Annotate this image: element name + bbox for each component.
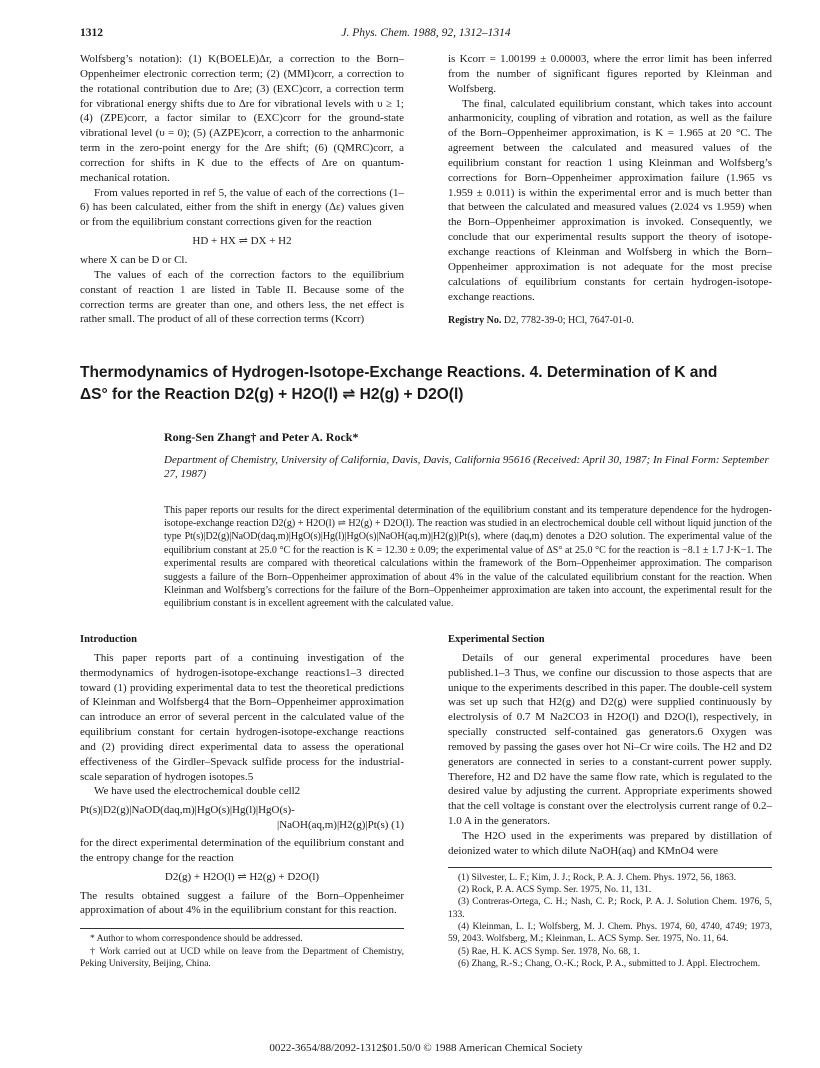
paragraph: The values of each of the correction factors to the equilibrium constant of reaction 1 are listed in Table II. Because some of the correction terms are greater than one, and others less, the net effect is rather small. The product of all of these correction terms (Kcorr) [80,268,404,326]
affiliation: Department of Chemistry, University of California, Davis, Davis, California 95616 (Received: April 30, 1987; In Final Form: September 27, 1987) [164,453,769,481]
registry-text: D2, 7782-39-0; HCl, 7647-01-0. [503,315,634,327]
authors: Rong-Sen Zhang† and Peter A. Rock* [164,429,359,444]
paragraph: The results obtained suggest a failure of the Born–Oppenheimer approximation of about 4% in the equilibrium constant for this reaction. [80,889,404,917]
footnotes [80,928,404,970]
running-head [80,26,772,42]
equation: HD + HX ⇌ DX + H2 [192,235,292,248]
reference-item: (4) Kleinman, L. I.; Wolfsberg, M. J. Chem. Phys. 1974, 60, 4740, 4749; 1973, 59, 2043. Wolfsberg, M.; Kleinman, L. ACS Symp. Ser. 1975, No. 11, 64. [448,922,772,945]
left-column-top [80,52,404,328]
right-column-top [448,52,772,328]
previous-article-continuation [80,52,772,328]
article-body [80,633,772,971]
paragraph: is Kcorr = 1.00199 ± 0.00003, where the error limit has been inferred from the number of significant figures reported by Kleinman and Wolfsberg. [448,53,772,95]
section-heading-introduction: Introduction [80,633,137,645]
paragraph: This paper reports part of a continuing investigation of the thermodynamics of hydrogen-isotope-exchange reactions1–3 directed toward (1) providing experimental data to test the theoretical predictions of Kleinman and Wolfsberg4 that the Born–Oppenheimer approximation can introduce an error of several percent in the calculated value of the equilibrium constant for certain hydrogen-isotope-exchange reactions and (2) providing direct experimental data to assess the operational effectiveness of the Girdler–Spevack sulfide process for the industrial-scale separation of hydrogen isotopes.5 [80,651,404,783]
paragraph: for the direct experimental determination of the equilibrium constant and the entropy change for the reaction [80,836,404,864]
cell-diagram-line: |NaOH(aq,m)|H2(g)|Pt(s) (1) [277,819,404,832]
left-column-body [80,633,404,971]
title-line: ΔS° for the Reaction D2(g) + H2O(l) ⇌ H2(g) + D2O(l) [80,386,464,404]
registry-numbers [448,314,772,328]
copyright-footer: 0022-3654/88/2092-1312$01.50/0 © 1988 American Chemical Society [269,1042,583,1054]
section-heading-experimental: Experimental Section [448,633,545,645]
reference-item: (1) Silvester, L. F.; Kim, J. J.; Rock, P. A. J. Chem. Phys. 1972, 56, 1863. [458,872,737,883]
paragraph: We have used the electrochemical double cell2 [94,785,301,798]
reference-item: (2) Rock, P. A. ACS Symp. Ser. 1975, No. 11, 131. [458,885,652,896]
right-column-body [448,633,772,971]
paragraph: The final, calculated equilibrium constant, which takes into account anharmonicity, coupling of vibration and rotation, as well as the failure of the Born–Oppenheimer approximation, is K = 1.965 at 20 °C. The agreement between the calculated and measured values of the equilibrium constant for reaction 1 using Kleinman and Wolfsberg’s corrections for Born–Oppenheimer approximation failure (1.965 vs 1.959 ± 0.011) is within the experimental error and is much better than that between the calculated and measured values (2.024 vs 1.959) when the Born–Oppenheimer approximation is invoked. Consequently, we conclude that our experimental results support the theory of isotope-exchange reactions of Kleinman and Wolfsberg in which the Born–Oppenheimer approximation is not adequate for the most precise calculations of equilibrium constants for certain hydrogen-isotope-exchange reactions. [448,97,772,303]
reaction-equation: D2(g) + H2O(l) ⇌ H2(g) + D2O(l) [164,870,320,883]
page-number: 1312 [80,27,103,39]
references [448,867,772,971]
paragraph: From values reported in ref 5, the value of each of the corrections (1–6) has been calculated, either from the shift in energy (Δε) values given or from the equilibrium constant corrections given for the reaction [80,186,404,229]
reference-item: (6) Zhang, R.-S.; Chang, O.-K.; Rock, P. A., submitted to J. Appl. Electrochem. [458,959,761,970]
reference-item: (3) Contreras-Ortega, C. H.; Nash, C. P.; Rock, P. A. J. Solution Chem. 1976, 5, 133. [448,897,772,920]
title-line: Thermodynamics of Hydrogen-Isotope-Exchange Reactions. 4. Determination of K and [80,363,718,381]
article-title [80,362,772,407]
journal-reference: J. Phys. Chem. 1988, 92, 1312–1314 [341,27,511,39]
paragraph: where X can be D or Cl. [80,253,188,266]
paragraph: The H2O used in the experiments was prepared by distillation of deionized water to which dilute NaOH(aq) and KMnO4 were [448,829,772,857]
paragraph: Details of our general experimental procedures have been published.1–3 Thus, we confine our discussion to those aspects that are unique to the experiments described in this paper. The double-cell system was set up such that H2(g) and D2(g) were supplied continuously by electrolysis of 0.7 M Na2CO3 in H2O(l) and D2O(l), respectively, in specially constructed self-contained gas generators.6 Oxygen was removed by passing the gases over hot Ni–Cr wire coils. The H2 and D2 generators are connected in series to a constant-current power supply. Therefore, H2 and D2 have the same flow rate, which is regulated to the desired value by adjusting the current. Appropriate experiments showed that the cell voltage is constant over the electrolysis current range of 0.2–1.0 A in the generators. [448,651,772,828]
footnote: † Work carried out at UCD while on leave from the Department of Chemistry, Peking University, Beijing, China. [80,946,404,969]
cell-diagram-line: Pt(s)|D2(g)|NaOD(daq,m)|HgO(s)|Hg(l)|HgO(s)- [80,804,295,817]
abstract: This paper reports our results for the direct experimental determination of the equilibrium constant and its temperature dependence for the hydrogen-isotope-exchange reaction D2(g) + H2O(l) ⇌ H2(g) + D2O(l). The reaction was studied in an electrochemical double cell without liquid junction of the type Pt(s)|D2(g)|NaOD(daq,m)|HgO(s)|Hg(l)|HgO(s)|NaOH(aq,m)|H2(g)|Pt(s), where (daq,m) denotes a D2O solution. The experimental value of the equilibrium constant at 25.0 °C for the reaction is K = 12.30 ± 0.09; the experimental value of ΔS° at 25.0 °C for the reaction is −8.1 ± 1.7 J·K−1. The experimental results are compared with theoretical calculations within the framework of the Born–Oppenheimer approximation. The comparison suggests a failure of the Born–Oppenheimer approximation of about 4% in the value of the calculated equilibrium constant for the reaction. When Kleinman and Wolfsberg’s corrections for the failure of the Born–Oppenheimer approximation are taken into account, the experimental result for the equilibrium constant is in excellent agreement with the calculated value. [164,504,772,610]
reference-item: (5) Rae, H. K. ACS Symp. Ser. 1978, No. 68, 1. [458,946,640,957]
registry-label: Registry No. [448,315,502,327]
paragraph: Wolfsberg’s notation): (1) K(BOELE)Δr, a correction to the Born–Oppenheimer electronic correction term; (2) (MMI)corr, a correction to the rotational contribution due to Δre; (3) (EXC)corr, a correction term for vibrational energy shifts due to Δre for vibrational levels with υ ≥ 1; (4) (ZPE)corr, a factor similar to (EXC)corr for the ground-state vibrational level (υ = 0); (5) (AZPE)corr, a correction to the anharmonic term in the zero-point energy for the Δre shift; (6) (QMRC)corr, a correction for shifts in K due to the effects of Δre on quantum-mechanical rotation. [80,53,404,184]
footnote: * Author to whom correspondence should be addressed. [90,934,303,945]
